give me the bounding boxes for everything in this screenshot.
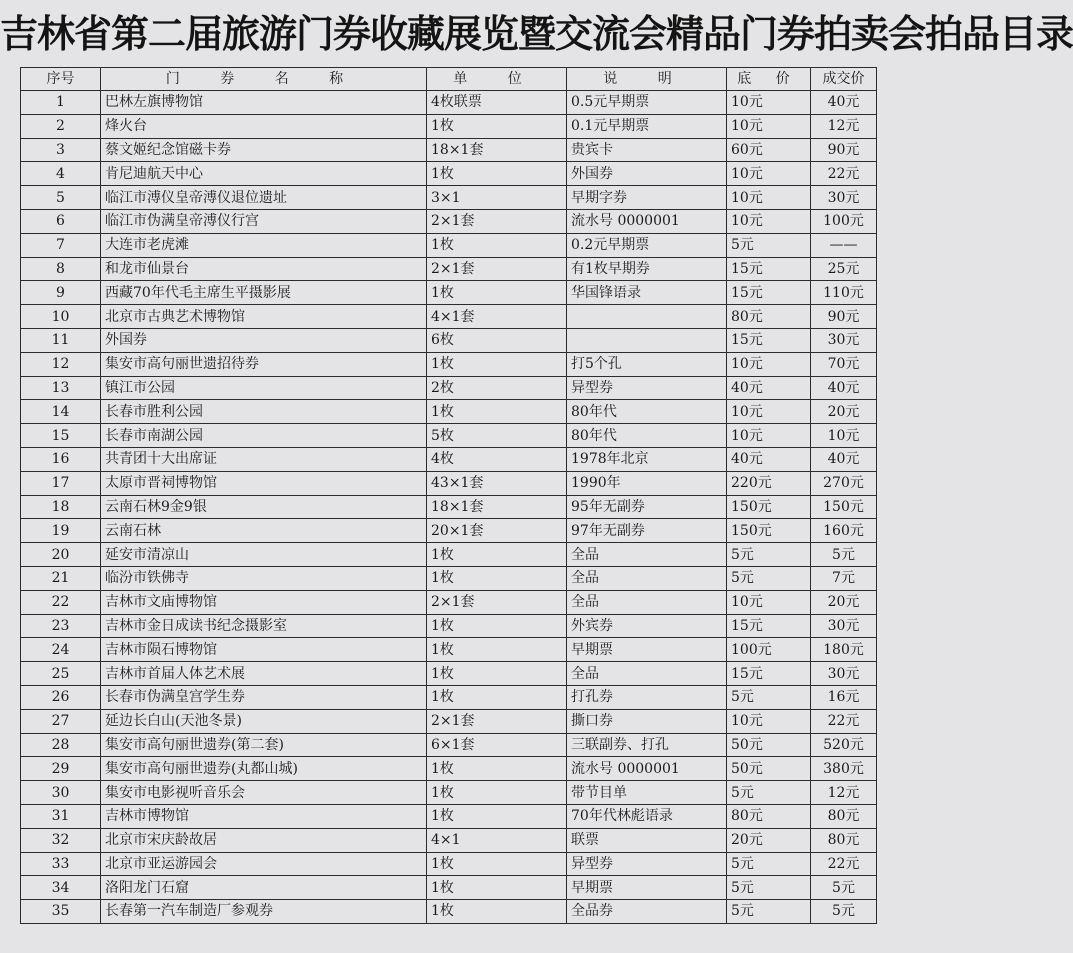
cell-final-price: 12元 [811,781,877,805]
cell-unit: 1枚 [427,757,567,781]
cell-index: 19 [21,519,101,543]
cell-unit: 2×1套 [427,257,567,281]
header-index: 序号 [21,68,101,91]
cell-unit: 18×1套 [427,138,567,162]
cell-base-price: 15元 [727,614,811,638]
cell-unit: 20×1套 [427,519,567,543]
cell-note: 全品 [567,590,727,614]
cell-base-price: 100元 [727,638,811,662]
cell-index: 20 [21,543,101,567]
cell-name: 共青团十大出席证 [101,447,427,471]
cell-final-price: 160元 [811,519,877,543]
cell-final-price: 5元 [811,900,877,924]
cell-note: 外宾券 [567,614,727,638]
cell-final-price: 100元 [811,209,877,233]
cell-unit: 1枚 [427,662,567,686]
cell-base-price: 80元 [727,804,811,828]
cell-index: 13 [21,376,101,400]
cell-index: 35 [21,900,101,924]
cell-note: 早期票 [567,876,727,900]
header-base-price: 底 价 [727,68,811,91]
cell-index: 21 [21,566,101,590]
cell-unit: 1枚 [427,566,567,590]
cell-index: 25 [21,662,101,686]
cell-final-price: 80元 [811,804,877,828]
cell-unit: 2×1套 [427,709,567,733]
table-row [21,305,877,329]
cell-note: 0.1元早期票 [567,114,727,138]
table-row [21,900,877,924]
cell-base-price: 60元 [727,138,811,162]
cell-name: 集安市电影视听音乐会 [101,781,427,805]
cell-base-price: 5元 [727,900,811,924]
table-body [21,91,877,924]
cell-base-price: 150元 [727,495,811,519]
cell-index: 28 [21,733,101,757]
cell-note: 80年代 [567,424,727,448]
cell-final-price: 110元 [811,281,877,305]
cell-base-price: 10元 [727,186,811,210]
table-row [21,281,877,305]
table-row [21,400,877,424]
cell-unit: 1枚 [427,614,567,638]
cell-final-price: 90元 [811,305,877,329]
table-row [21,328,877,352]
cell-final-price: 30元 [811,662,877,686]
cell-name: 吉林市陨石博物馆 [101,638,427,662]
cell-note: 早期字券 [567,186,727,210]
cell-unit: 1枚 [427,400,567,424]
cell-name: 长春市伪满皇宫学生券 [101,685,427,709]
table-row [21,376,877,400]
table-row [21,447,877,471]
cell-final-price: 80元 [811,828,877,852]
header-name: 门 券 名 称 [101,68,427,91]
cell-base-price: 10元 [727,590,811,614]
table-row [21,733,877,757]
cell-unit: 2枚 [427,376,567,400]
cell-name: 吉林市首届人体艺术展 [101,662,427,686]
cell-note: 0.2元早期票 [567,233,727,257]
table-row [21,138,877,162]
cell-base-price: 40元 [727,447,811,471]
cell-base-price: 220元 [727,471,811,495]
cell-final-price: 150元 [811,495,877,519]
cell-final-price: 30元 [811,614,877,638]
cell-unit: 1枚 [427,685,567,709]
cell-base-price: 10元 [727,352,811,376]
table-row [21,519,877,543]
cell-base-price: 10元 [727,162,811,186]
cell-name: 临江市溥仪皇帝溥仪退位遗址 [101,186,427,210]
cell-name: 临汾市铁佛寺 [101,566,427,590]
cell-base-price: 5元 [727,876,811,900]
cell-base-price: 15元 [727,281,811,305]
cell-name: 吉林市金日成读书纪念摄影室 [101,614,427,638]
table-row [21,543,877,567]
cell-unit: 5枚 [427,424,567,448]
cell-name: 长春第一汽车制造厂参观券 [101,900,427,924]
cell-final-price: 16元 [811,685,877,709]
cell-name: 北京市古典艺术博物馆 [101,305,427,329]
cell-note: 97年无副券 [567,519,727,543]
table-row [21,566,877,590]
cell-unit: 4×1套 [427,305,567,329]
header-note: 说 明 [567,68,727,91]
cell-note: 全品券 [567,900,727,924]
table-row [21,162,877,186]
header-final-price: 成交价 [811,68,877,91]
table-row [21,638,877,662]
cell-name: 延边长白山(天池冬景) [101,709,427,733]
cell-name: 蔡文姬纪念馆磁卡券 [101,138,427,162]
cell-note: 打5个孔 [567,352,727,376]
cell-base-price: 15元 [727,662,811,686]
cell-base-price: 5元 [727,543,811,567]
cell-name: 肯尼迪航天中心 [101,162,427,186]
cell-unit: 4×1 [427,828,567,852]
cell-final-price: 70元 [811,352,877,376]
cell-index: 6 [21,209,101,233]
table-row [21,876,877,900]
cell-unit: 18×1套 [427,495,567,519]
cell-final-price: 40元 [811,376,877,400]
cell-base-price: 5元 [727,566,811,590]
cell-base-price: 5元 [727,233,811,257]
cell-final-price: 270元 [811,471,877,495]
cell-index: 23 [21,614,101,638]
table-row [21,186,877,210]
table-row [21,828,877,852]
cell-base-price: 10元 [727,400,811,424]
cell-index: 5 [21,186,101,210]
cell-note: 全品 [567,662,727,686]
table-row [21,91,877,115]
cell-final-price: 90元 [811,138,877,162]
cell-note: 华国锋语录 [567,281,727,305]
cell-base-price: 50元 [727,733,811,757]
cell-note: 三联副券、打孔 [567,733,727,757]
cell-final-price: —— [811,233,877,257]
cell-final-price: 40元 [811,91,877,115]
cell-unit: 2×1套 [427,209,567,233]
cell-name: 长春市南湖公园 [101,424,427,448]
cell-index: 30 [21,781,101,805]
cell-name: 巴林左旗博物馆 [101,91,427,115]
cell-unit: 1枚 [427,638,567,662]
header-unit: 单 位 [427,68,567,91]
table-row [21,424,877,448]
table-row [21,757,877,781]
cell-unit: 1枚 [427,543,567,567]
table-row [21,614,877,638]
cell-unit: 1枚 [427,352,567,376]
cell-note: 异型券 [567,852,727,876]
cell-base-price: 10元 [727,114,811,138]
cell-index: 7 [21,233,101,257]
cell-name: 吉林市博物馆 [101,804,427,828]
cell-final-price: 10元 [811,424,877,448]
cell-final-price: 7元 [811,566,877,590]
cell-unit: 1枚 [427,852,567,876]
cell-index: 34 [21,876,101,900]
cell-index: 14 [21,400,101,424]
cell-note: 1990年 [567,471,727,495]
cell-note: 80年代 [567,400,727,424]
cell-unit: 1枚 [427,281,567,305]
cell-unit: 4枚联票 [427,91,567,115]
cell-index: 22 [21,590,101,614]
table-row [21,781,877,805]
cell-index: 2 [21,114,101,138]
cell-final-price: 20元 [811,590,877,614]
cell-unit: 1枚 [427,876,567,900]
cell-unit: 4枚 [427,447,567,471]
cell-index: 24 [21,638,101,662]
cell-index: 29 [21,757,101,781]
cell-name: 云南石林 [101,519,427,543]
cell-final-price: 25元 [811,257,877,281]
cell-final-price: 12元 [811,114,877,138]
cell-note: 早期票 [567,638,727,662]
table-row [21,662,877,686]
cell-name: 云南石林9金9银 [101,495,427,519]
cell-note: 带节目单 [567,781,727,805]
cell-note: 70年代林彪语录 [567,804,727,828]
table-row [21,257,877,281]
cell-name: 外国券 [101,328,427,352]
cell-note: 95年无副券 [567,495,727,519]
cell-unit: 6枚 [427,328,567,352]
cell-index: 12 [21,352,101,376]
cell-base-price: 40元 [727,376,811,400]
cell-note: 有1枚早期券 [567,257,727,281]
cell-note: 全品 [567,543,727,567]
cell-index: 27 [21,709,101,733]
table-row [21,685,877,709]
cell-base-price: 10元 [727,209,811,233]
cell-unit: 1枚 [427,114,567,138]
cell-base-price: 20元 [727,828,811,852]
cell-final-price: 180元 [811,638,877,662]
cell-unit: 43×1套 [427,471,567,495]
cell-final-price: 22元 [811,709,877,733]
cell-unit: 2×1套 [427,590,567,614]
cell-index: 3 [21,138,101,162]
cell-note: 撕口券 [567,709,727,733]
cell-base-price: 80元 [727,305,811,329]
table-row [21,233,877,257]
cell-name: 北京市宋庆龄故居 [101,828,427,852]
cell-name: 北京市亚运游园会 [101,852,427,876]
table-row [21,352,877,376]
cell-note: 1978年北京 [567,447,727,471]
table-row [21,495,877,519]
cell-name: 集安市高句丽世遗招待券 [101,352,427,376]
cell-note [567,305,727,329]
cell-index: 9 [21,281,101,305]
cell-unit: 3×1 [427,186,567,210]
cell-name: 集安市高句丽世遗券(丸都山城) [101,757,427,781]
cell-final-price: 380元 [811,757,877,781]
cell-final-price: 30元 [811,186,877,210]
cell-note: 打孔券 [567,685,727,709]
cell-name: 西藏70年代毛主席生平摄影展 [101,281,427,305]
cell-index: 32 [21,828,101,852]
cell-index: 18 [21,495,101,519]
cell-name: 延安市清凉山 [101,543,427,567]
cell-note: 流水号 0000001 [567,757,727,781]
table-row [21,852,877,876]
cell-index: 17 [21,471,101,495]
cell-note: 全品 [567,566,727,590]
cell-unit: 1枚 [427,900,567,924]
cell-name: 大连市老虎滩 [101,233,427,257]
cell-name: 集安市高句丽世遗券(第二套) [101,733,427,757]
table-row [21,114,877,138]
cell-unit: 1枚 [427,162,567,186]
cell-base-price: 10元 [727,709,811,733]
cell-index: 1 [21,91,101,115]
cell-final-price: 40元 [811,447,877,471]
cell-index: 16 [21,447,101,471]
cell-base-price: 15元 [727,328,811,352]
cell-base-price: 10元 [727,91,811,115]
cell-name: 长春市胜利公园 [101,400,427,424]
cell-base-price: 10元 [727,424,811,448]
cell-base-price: 5元 [727,781,811,805]
cell-unit: 6×1套 [427,733,567,757]
cell-final-price: 22元 [811,852,877,876]
cell-name: 太原市晋祠博物馆 [101,471,427,495]
cell-name: 洛阳龙门石窟 [101,876,427,900]
cell-unit: 1枚 [427,781,567,805]
cell-base-price: 5元 [727,685,811,709]
cell-final-price: 20元 [811,400,877,424]
cell-unit: 1枚 [427,804,567,828]
cell-index: 33 [21,852,101,876]
table-row [21,471,877,495]
table-row [21,209,877,233]
cell-base-price: 150元 [727,519,811,543]
cell-name: 烽火台 [101,114,427,138]
cell-final-price: 5元 [811,543,877,567]
cell-note: 联票 [567,828,727,852]
cell-name: 镇江市公园 [101,376,427,400]
cell-name: 吉林市文庙博物馆 [101,590,427,614]
cell-name: 临江市伪满皇帝溥仪行宫 [101,209,427,233]
cell-index: 15 [21,424,101,448]
cell-final-price: 5元 [811,876,877,900]
cell-final-price: 22元 [811,162,877,186]
cell-base-price: 50元 [727,757,811,781]
cell-index: 26 [21,685,101,709]
cell-final-price: 30元 [811,328,877,352]
cell-index: 4 [21,162,101,186]
cell-unit: 1枚 [427,233,567,257]
auction-lot-table [20,67,877,924]
cell-final-price: 520元 [811,733,877,757]
cell-note: 流水号 0000001 [567,209,727,233]
cell-index: 8 [21,257,101,281]
table-row [21,804,877,828]
cell-note: 0.5元早期票 [567,91,727,115]
cell-note: 外国券 [567,162,727,186]
cell-note [567,328,727,352]
page-title: 吉林省第二届旅游门券收藏展览暨交流会精品门券拍卖会拍品目录 [0,12,1073,56]
cell-index: 11 [21,328,101,352]
cell-index: 31 [21,804,101,828]
table-header-row [21,68,877,91]
cell-base-price: 15元 [727,257,811,281]
cell-name: 和龙市仙景台 [101,257,427,281]
cell-note: 异型券 [567,376,727,400]
table-row [21,709,877,733]
cell-note: 贵宾卡 [567,138,727,162]
cell-index: 10 [21,305,101,329]
table-row [21,590,877,614]
cell-base-price: 5元 [727,852,811,876]
